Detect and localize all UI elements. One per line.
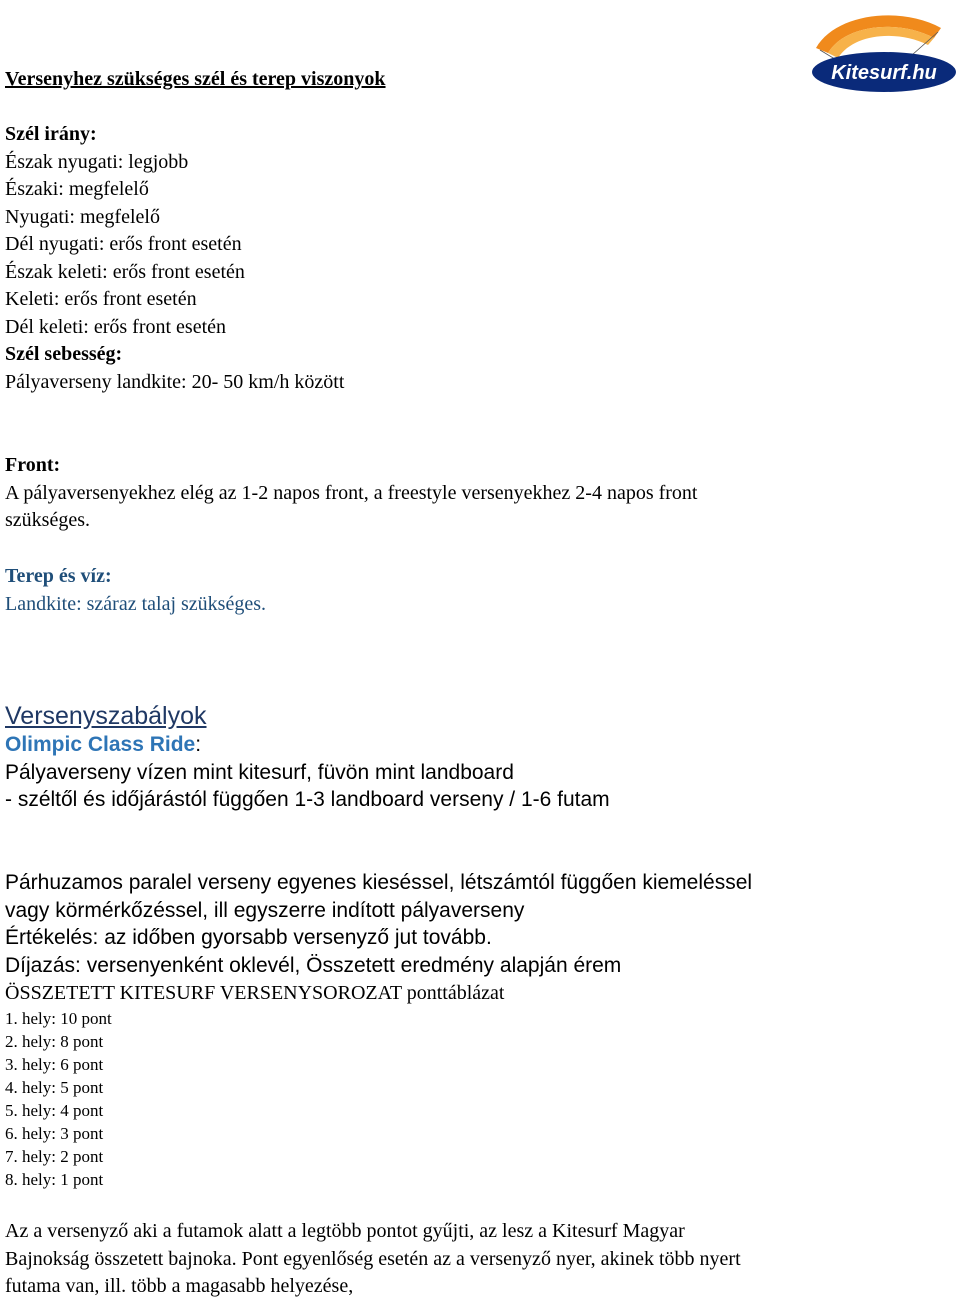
front-heading: Front:	[5, 454, 61, 476]
points-list	[5, 1007, 112, 1191]
class-block	[5, 731, 610, 814]
awards-line: Díjazás: versenyenként oklevél, Összetett eredmény alapján érem	[5, 953, 622, 977]
class-colon: :	[195, 733, 202, 756]
wind-direction-item: Észak keleti: erős front esetén	[5, 260, 245, 283]
section-title-conditions: Versenyhez szükséges szél és terep viszonyok	[5, 68, 386, 90]
front-text-line: szükséges.	[5, 509, 90, 531]
points-item: 5. hely: 4 pont	[5, 1101, 104, 1120]
section-title-rules: Versenyszabályok	[5, 702, 207, 730]
kitesurf-logo	[806, 8, 956, 93]
terrain-heading: Terep és víz:	[5, 565, 112, 587]
wind-direction-item: Nyugati: megfelelő	[5, 205, 160, 228]
closing-line: futama van, ill. több a magasabb helyezése,	[5, 1275, 354, 1297]
points-heading: ÖSSZETETT KITESURF VERSENYSOROZAT ponttáblázat	[5, 982, 505, 1004]
wind-direction-block	[5, 121, 344, 396]
rules-line: - széltől és időjárástól függően 1-3 landboard verseny / 1-6 futam	[5, 788, 610, 811]
wind-direction-item: Dél keleti: erős front esetén	[5, 315, 227, 338]
wind-direction-item: Északi: megfelelő	[5, 178, 149, 200]
race-format-block	[5, 869, 752, 979]
front-text-line: A pályaversenyekhez elég az 1-2 napos front, a freestyle versenyekhez 2-4 napos front	[5, 481, 698, 504]
points-item: 6. hely: 3 pont	[5, 1124, 104, 1143]
closing-line: Az a versenyző aki a futamok alatt a legtöbb pontot gyűjti, az lesz a Kitesurf Magyar	[5, 1220, 685, 1242]
race-format-line: Párhuzamos paralel verseny egyenes kieséssel, létszámtól függően kiemeléssel	[5, 871, 753, 894]
wind-direction-item: Dél nyugati: erős front esetén	[5, 233, 242, 255]
wind-direction-heading: Szél irány:	[5, 123, 97, 145]
points-item: 7. hely: 2 pont	[5, 1147, 104, 1166]
closing-paragraph	[5, 1218, 741, 1301]
points-item: 3. hely: 6 pont	[5, 1055, 104, 1074]
wind-direction-item: Keleti: erős front esetén	[5, 288, 197, 310]
wind-direction-item: Észak nyugati: legjobb	[5, 150, 189, 173]
svg-text:Kitesurf.hu: Kitesurf.hu	[831, 62, 937, 84]
terrain-text: Landkite: száraz talaj szükséges.	[5, 592, 266, 615]
terrain-block	[5, 563, 266, 618]
closing-line: Bajnokság összetett bajnoka. Pont egyenlőség esetén az a versenyző nyer, akinek több nyert	[5, 1247, 741, 1270]
points-item: 8. hely: 1 pont	[5, 1170, 104, 1189]
race-format-line: vagy körmérkőzéssel, ill egyszerre indított pályaverseny	[5, 898, 525, 922]
evaluation-line: Értékelés: az időben gyorsabb versenyző jut tovább.	[5, 926, 492, 949]
front-block	[5, 452, 698, 535]
points-item: 2. hely: 8 pont	[5, 1032, 104, 1051]
points-item: 4. hely: 5 pont	[5, 1078, 104, 1097]
wind-speed-heading: Szél sebesség:	[5, 343, 123, 365]
rules-line: Pályaverseny vízen mint kitesurf, füvön mint landboard	[5, 760, 514, 784]
class-label: Olimpic Class Ride	[5, 733, 196, 756]
wind-speed-text: Pályaverseny landkite: 20- 50 km/h között	[5, 370, 345, 393]
points-item: 1. hely: 10 pont	[5, 1009, 112, 1028]
